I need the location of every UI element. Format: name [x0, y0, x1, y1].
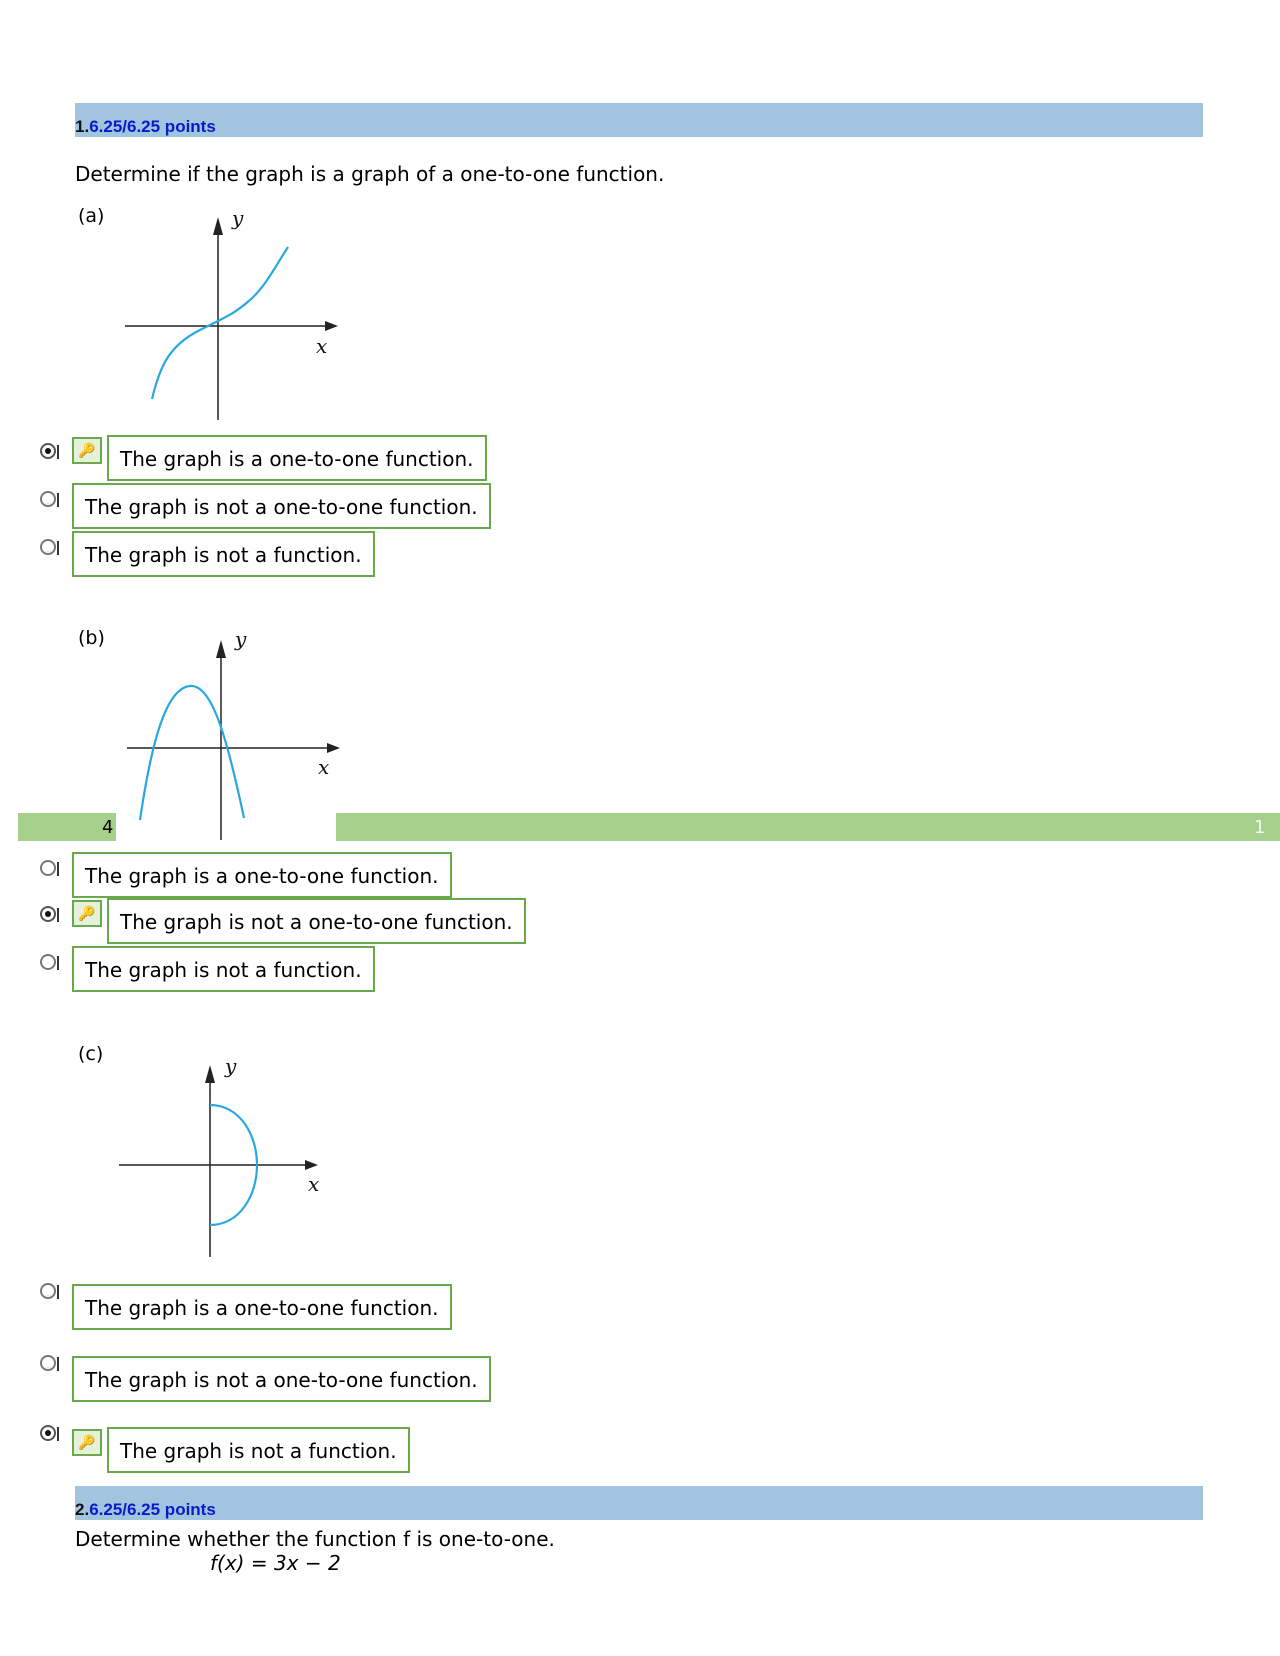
graph-c	[115, 1045, 335, 1260]
page-bar-right	[336, 813, 1280, 841]
part-b-option-2-radio[interactable]	[40, 906, 56, 922]
graph-b-y-arrow	[216, 640, 226, 658]
page-number-right: 1	[1254, 817, 1266, 838]
part-a-option-3-radio[interactable]	[40, 539, 56, 555]
answer-key-icon: 🔑	[72, 437, 102, 464]
question-2-number: 2.	[75, 1500, 90, 1519]
part-b-option-1-radio[interactable]	[40, 860, 56, 876]
part-c-option-2[interactable]: The graph is not a one-to-one function.	[72, 1356, 491, 1402]
question-2-prompt	[75, 1527, 555, 1551]
graph-a-x-arrow	[325, 321, 338, 331]
graph-a	[120, 205, 340, 420]
graph-b	[122, 628, 342, 840]
question-1-points: 6.25/6.25 points	[89, 117, 216, 136]
part-c-option-3[interactable]: The graph is not a function.	[107, 1427, 410, 1473]
graph-b-x-label: x	[318, 755, 330, 779]
question-1-header	[75, 103, 1203, 137]
page-number-left: 4	[102, 817, 114, 838]
part-c-option-1-radio[interactable]	[40, 1283, 56, 1299]
graph-c-y-arrow	[205, 1065, 215, 1083]
graph-b-curve	[140, 686, 244, 820]
question-2-prompt-text: Determine whether the function f is one-to-one.	[75, 1527, 555, 1551]
graph-c-x-label: x	[308, 1172, 320, 1196]
graph-b-y-label: y	[235, 628, 247, 651]
part-a-label: (a)	[78, 205, 105, 227]
graph-b-x-arrow	[327, 743, 340, 753]
answer-key-icon: 🔑	[72, 1429, 102, 1456]
graph-c-x-arrow	[305, 1160, 318, 1170]
answer-key-icon: 🔑	[72, 900, 102, 927]
part-b-label: (b)	[78, 627, 105, 649]
question-2-header	[75, 1486, 1203, 1520]
question-2-formula: f(x) = 3x − 2	[210, 1551, 341, 1575]
question-2-points: 6.25/6.25 points	[89, 1500, 216, 1519]
graph-a-y-label: y	[232, 206, 244, 230]
graph-a-y-arrow	[213, 217, 223, 235]
part-a-option-1[interactable]: The graph is a one-to-one function.	[107, 435, 487, 481]
part-b-option-2[interactable]: The graph is not a one-to-one function.	[107, 898, 526, 944]
part-a-option-3[interactable]: The graph is not a function.	[72, 531, 375, 577]
part-a-option-2[interactable]: The graph is not a one-to-one function.	[72, 483, 491, 529]
part-b-option-1[interactable]: The graph is a one-to-one function.	[72, 852, 452, 898]
part-b-option-3-radio[interactable]	[40, 954, 56, 970]
graph-a-x-label: x	[316, 334, 328, 358]
question-1-prompt: Determine if the graph is a graph of a one-to-one function.	[75, 162, 665, 186]
part-c-option-2-radio[interactable]	[40, 1355, 56, 1371]
graph-c-y-label: y	[225, 1054, 237, 1078]
part-c-label: (c)	[78, 1043, 104, 1065]
graph-a-curve	[152, 247, 288, 399]
part-b-option-3[interactable]: The graph is not a function.	[72, 946, 375, 992]
question-1-number: 1.	[75, 117, 90, 136]
part-c-option-1[interactable]: The graph is a one-to-one function.	[72, 1284, 452, 1330]
part-c-option-3-radio[interactable]	[40, 1425, 56, 1441]
part-a-option-1-radio[interactable]	[40, 443, 56, 459]
part-a-option-2-radio[interactable]	[40, 491, 56, 507]
